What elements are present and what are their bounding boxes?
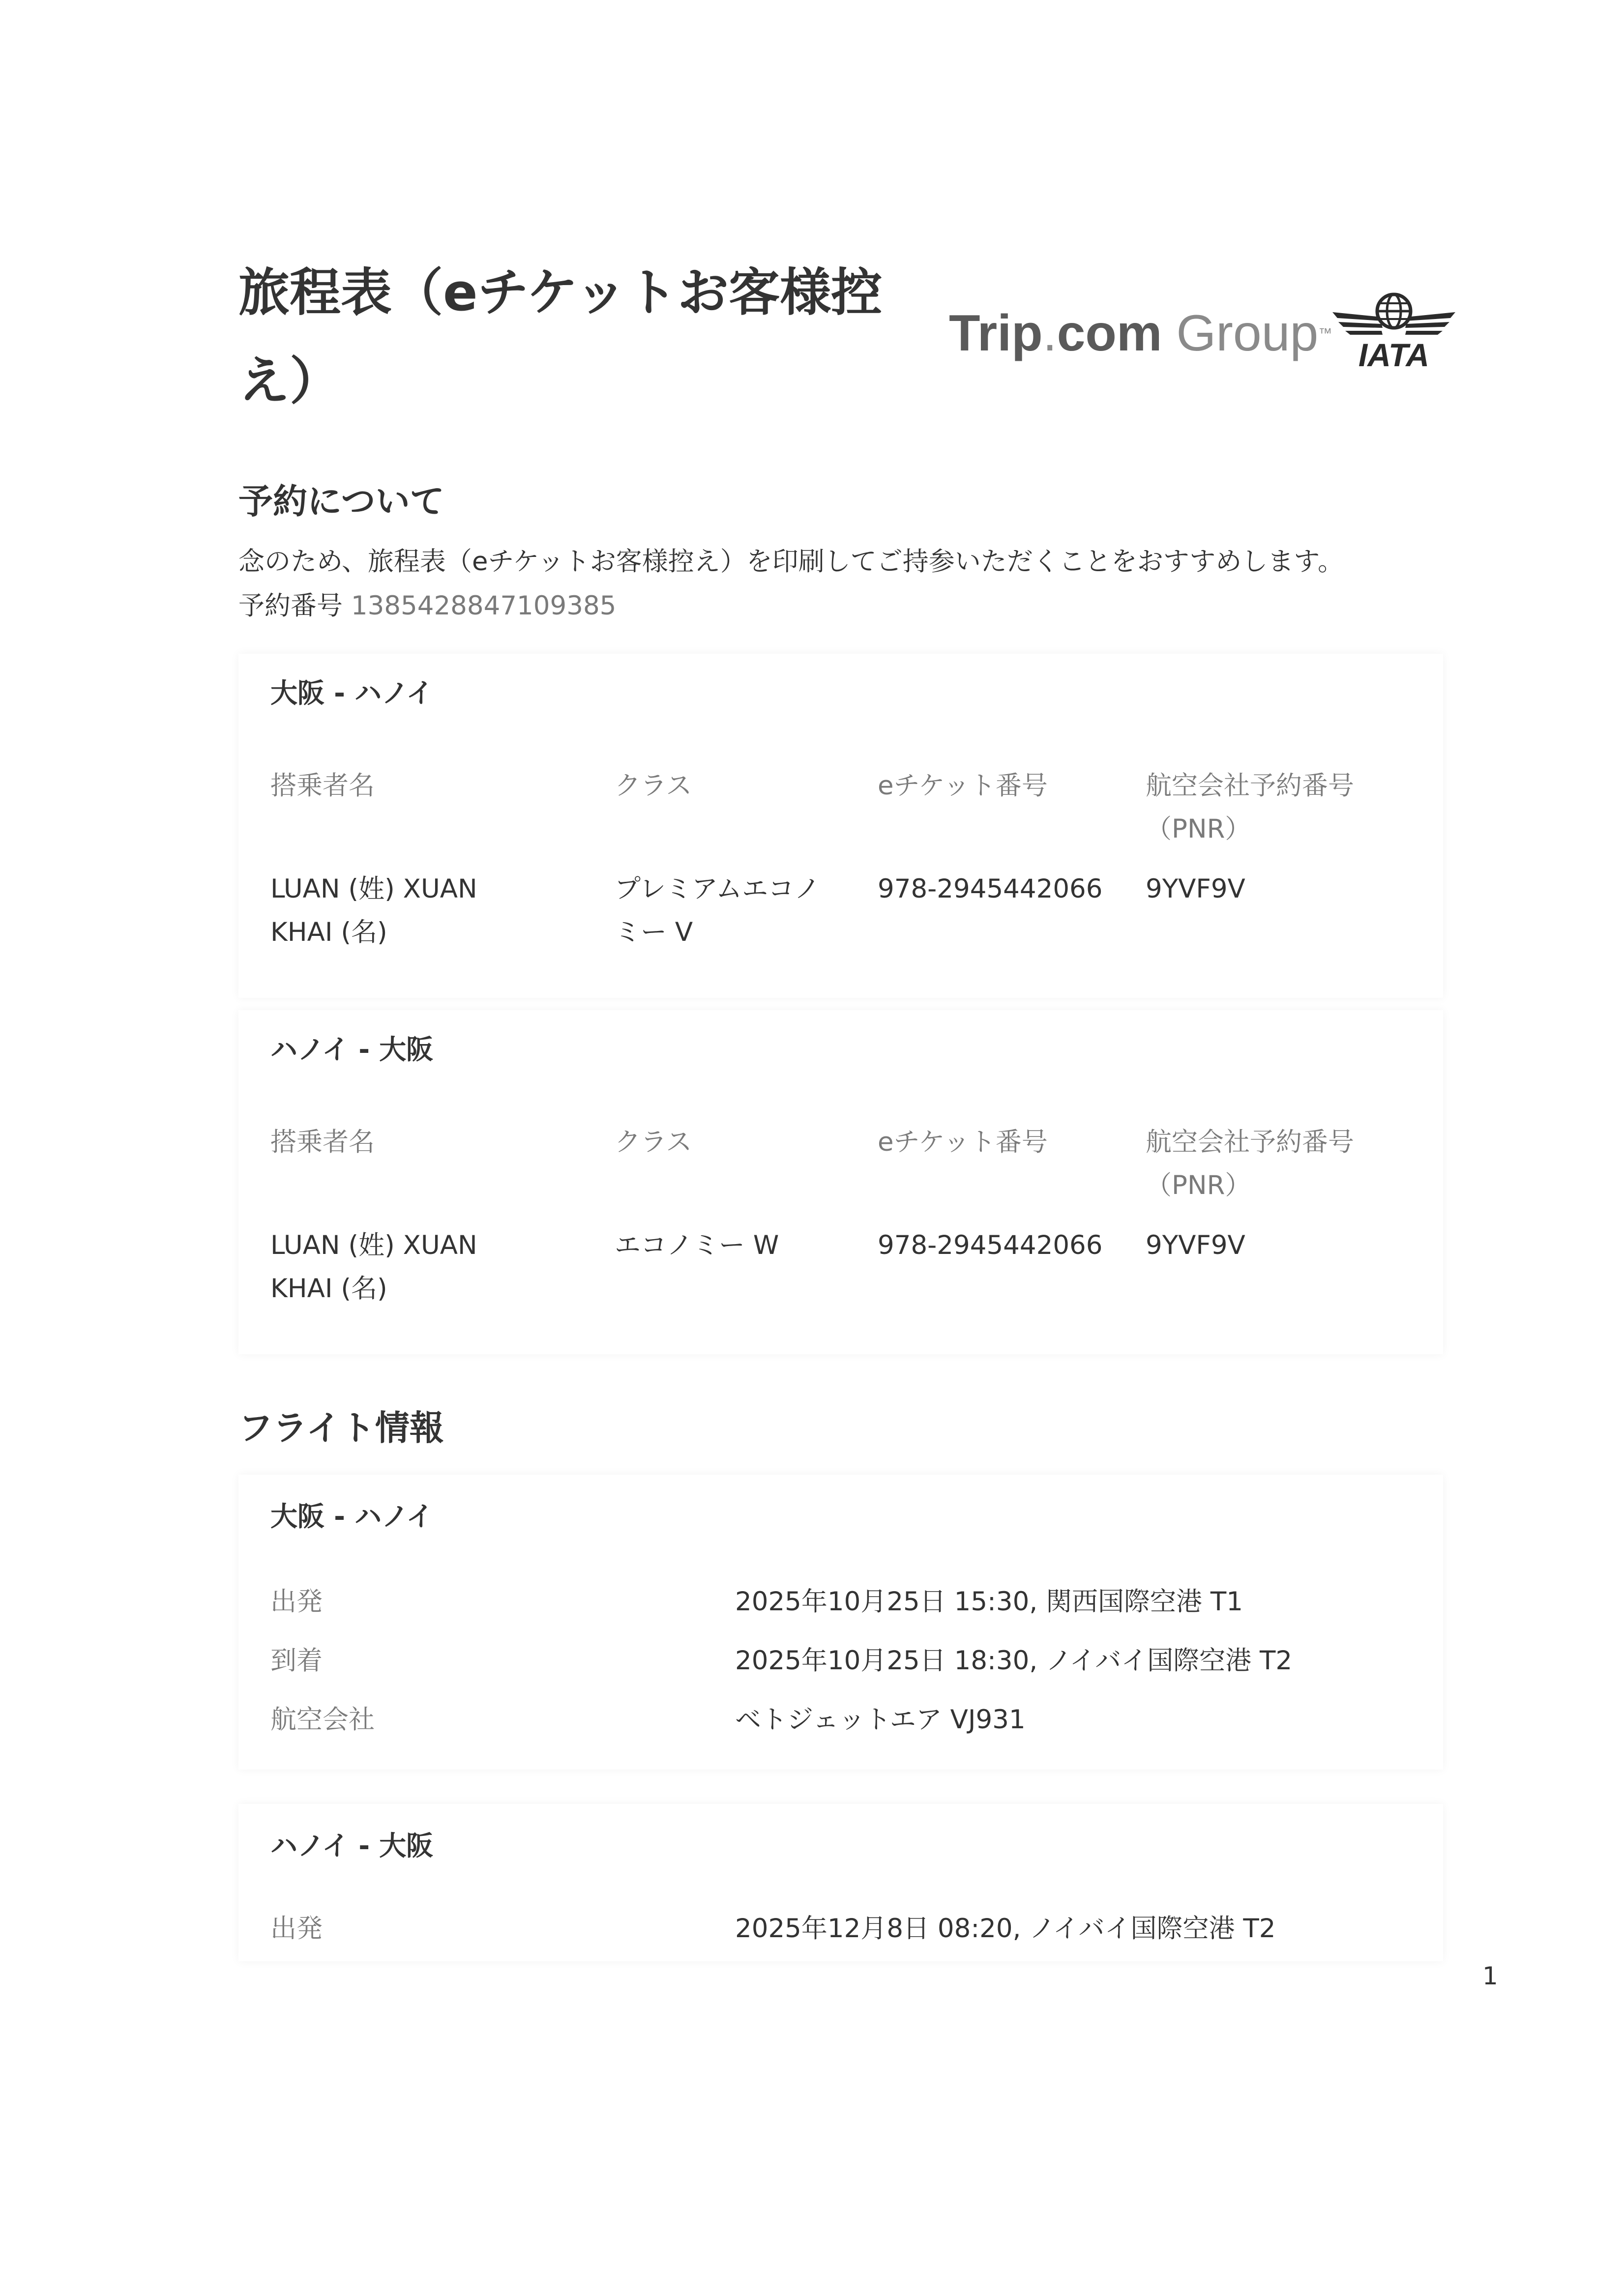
travel-class [615,1224,779,1267]
airline-label: 航空会社 [270,1705,375,1735]
trip-com-group-logo [949,304,1332,363]
pnr-header [1146,764,1354,851]
ticket-route: 大阪 - ハノイ [270,677,434,709]
booking-number-value: 1385428847109385 [351,591,617,621]
trip-logo-group: Group [1162,305,1319,362]
iata-logo-text: IATA [1358,337,1430,371]
document-title [238,248,937,425]
departure-label: 出発 [270,1587,323,1617]
passenger-name-header: 搭乗者名 [270,1127,375,1157]
departure-value: 2025年12月8日 08:20, ノイバイ国際空港 T2 [735,1914,1276,1944]
passenger-name-line2: KHAI (名) [270,1274,387,1304]
travel-class-line1: プレミアムエコノ [615,874,821,904]
pnr-header-line2: （PNR） [1146,814,1251,844]
arrival-label: 到着 [270,1646,323,1676]
flight-section-heading: フライト情報 [238,1408,444,1448]
flight-card-outbound [238,1475,1443,1770]
travel-class-line2: ミー V [615,917,693,947]
departure-label: 出発 [270,1914,323,1944]
pnr-header-line1: 航空会社予約番号 [1146,1127,1354,1157]
pnr-header [1146,1121,1354,1207]
flight-card-return [238,1804,1443,1961]
eticket-number: 978-2945442066 [878,874,1103,904]
booking-section-heading: 予約について [238,481,444,522]
pnr-code: 9YVF9V [1146,1230,1245,1260]
passenger-name-line1: LUAN (姓) XUAN [270,1230,477,1260]
pnr-header-line1: 航空会社予約番号 [1146,771,1354,801]
ticket-card-return [238,1010,1443,1354]
ticket-route: ハノイ - 大阪 [270,1034,434,1065]
booking-number-row [238,584,616,628]
flight-route: 大阪 - ハノイ [270,1501,434,1532]
passenger-name-line1: LUAN (姓) XUAN [270,874,477,904]
page-number: 1 [1482,1962,1498,1990]
eticket-number: 978-2945442066 [878,1230,1103,1260]
class-header: クラス [615,1127,692,1157]
travel-class-line1: エコノミー W [615,1230,779,1260]
pnr-code: 9YVF9V [1146,874,1245,904]
pnr-header-line2: （PNR） [1146,1170,1251,1200]
eticket-number-header: eチケット番号 [878,771,1048,801]
iata-logo [1328,283,1460,371]
travel-class [615,868,820,954]
booking-notice: 念のため、旅程表（eチケットお客様控え）を印刷してご持参いただくことをおすすめします。 [238,547,1344,577]
passenger-name [270,1224,477,1310]
passenger-name [270,868,477,954]
document-title-line1: 旅程表（eチケットお客様控 [238,262,883,322]
arrival-value: 2025年10月25日 18:30, ノイバイ国際空港 T2 [735,1646,1293,1676]
ticket-card-outbound [238,654,1443,998]
passenger-name-header: 搭乗者名 [270,771,375,801]
class-header: クラス [615,771,692,801]
booking-number-label: 予約番号 [238,591,343,621]
airline-value: ベトジェットエア VJ931 [735,1705,1026,1735]
trip-logo-word: Trip [949,305,1043,362]
trip-logo-com: com [1057,305,1162,362]
departure-value: 2025年10月25日 15:30, 関西国際空港 T1 [735,1587,1243,1617]
trip-logo-dot: . [1042,305,1057,362]
eticket-number-header: eチケット番号 [878,1127,1048,1157]
flight-route: ハノイ - 大阪 [270,1830,434,1861]
passenger-name-line2: KHAI (名) [270,917,387,947]
trip-logo-tm: ™ [1318,325,1332,341]
document-title-line2: え） [238,351,341,411]
